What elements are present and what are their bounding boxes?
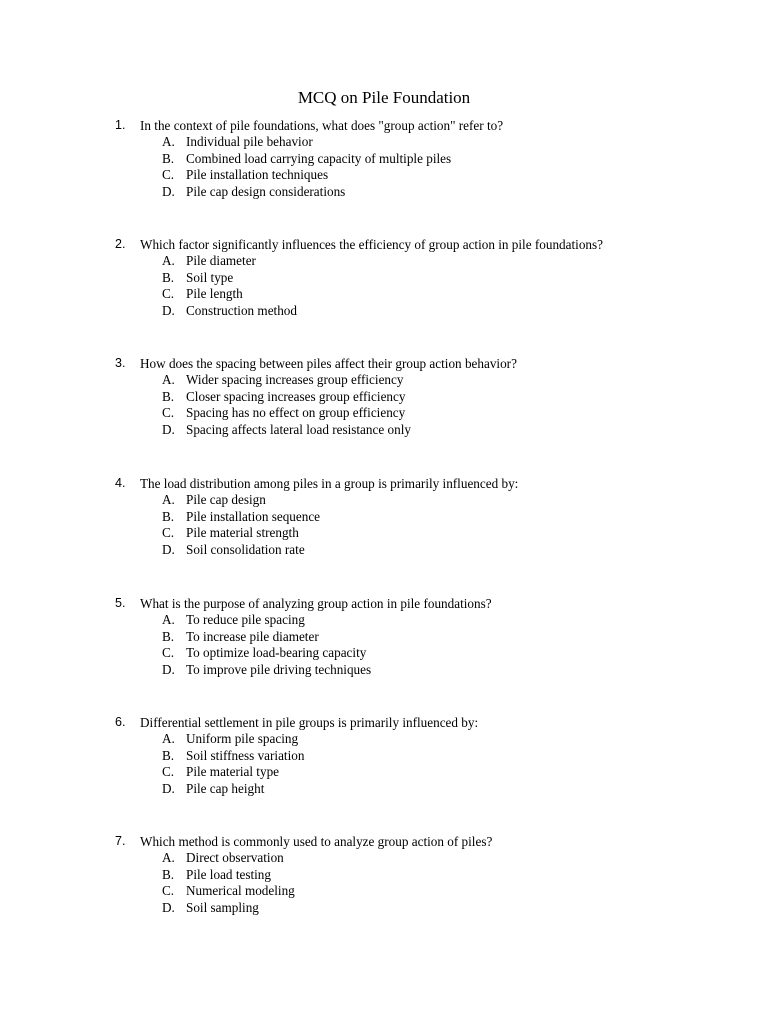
option-letter: A. [162, 253, 175, 268]
option-letter: D. [162, 184, 175, 200]
option-text: Soil consolidation rate [186, 542, 305, 558]
option-a [0, 612, 768, 629]
option-letter: C. [162, 764, 175, 780]
option-c [0, 883, 768, 900]
option-b [0, 270, 768, 287]
question-number: 1. [115, 118, 126, 132]
option-text: Pile cap design [186, 492, 266, 507]
option-b [0, 867, 768, 884]
option-letter: A. [162, 134, 175, 149]
option-letter: A. [162, 492, 175, 507]
question-7 [0, 833, 768, 917]
question-2 [0, 236, 768, 320]
option-c [0, 286, 768, 303]
question-3 [0, 355, 768, 439]
option-d [0, 184, 768, 201]
option-text: Pile cap design considerations [186, 184, 346, 200]
option-letter: C. [162, 405, 175, 421]
option-text: Pile length [186, 286, 243, 302]
question-stem [0, 595, 768, 612]
option-letter: C. [162, 525, 175, 541]
option-letter: D. [162, 781, 175, 797]
option-letter: B. [162, 747, 175, 763]
option-text: Soil stiffness variation [186, 747, 305, 763]
option-text: Construction method [186, 303, 297, 319]
option-d [0, 542, 768, 559]
option-d [0, 303, 768, 320]
question-number: 4. [115, 476, 126, 490]
option-text: Pile installation sequence [186, 508, 321, 524]
option-a [0, 492, 768, 509]
question-stem [0, 355, 768, 372]
page-title: MCQ on Pile Foundation [297, 88, 471, 107]
option-text: To optimize load-bearing capacity [186, 645, 367, 661]
question-stem [0, 236, 768, 253]
option-c [0, 764, 768, 781]
option-text: Pile diameter [186, 253, 256, 268]
option-text: Pile material type [186, 764, 280, 780]
option-letter: B. [162, 628, 175, 644]
question-4 [0, 475, 768, 559]
option-a [0, 134, 768, 151]
option-letter: C. [162, 883, 175, 899]
question-text: What is the purpose of analyzing group action in pile foundations? [140, 596, 492, 611]
option-text: Closer spacing increases group efficiency [186, 388, 406, 404]
option-b [0, 389, 768, 406]
question-6 [0, 714, 768, 798]
option-letter: A. [162, 372, 175, 387]
option-letter: D. [162, 303, 175, 319]
option-text: Soil type [186, 269, 234, 285]
option-letter: C. [162, 645, 175, 661]
option-a [0, 372, 768, 389]
option-letter: A. [162, 850, 175, 865]
option-c [0, 645, 768, 662]
question-1 [0, 117, 768, 201]
option-d [0, 422, 768, 439]
option-b [0, 509, 768, 526]
option-letter: B. [162, 866, 175, 882]
option-letter: C. [162, 167, 175, 183]
option-letter: B. [162, 269, 175, 285]
option-d [0, 781, 768, 798]
question-stem [0, 475, 768, 492]
question-number: 3. [115, 356, 126, 370]
question-5 [0, 595, 768, 679]
option-a [0, 850, 768, 867]
option-letter: B. [162, 150, 175, 166]
option-text: Pile load testing [186, 866, 271, 882]
option-letter: D. [162, 422, 175, 438]
option-text: Numerical modeling [186, 883, 295, 899]
question-stem [0, 117, 768, 134]
option-d [0, 662, 768, 679]
option-b [0, 748, 768, 765]
option-text: Wider spacing increases group efficiency [186, 372, 404, 387]
option-text: To increase pile diameter [186, 628, 319, 644]
option-text: Direct observation [186, 850, 284, 865]
question-number: 6. [115, 715, 126, 729]
option-text: Pile installation techniques [186, 167, 329, 183]
question-number: 2. [115, 237, 126, 251]
question-text: Which method is commonly used to analyze group action of piles? [140, 834, 493, 849]
option-text: Individual pile behavior [186, 134, 313, 149]
question-text: Which factor significantly influences the efficiency of group action in pile foundations? [140, 237, 603, 252]
option-text: Soil sampling [186, 900, 259, 916]
question-stem [0, 833, 768, 850]
option-letter: D. [162, 662, 175, 678]
option-text: To improve pile driving techniques [186, 662, 372, 678]
option-c [0, 167, 768, 184]
option-text: Spacing has no effect on group efficiency [186, 405, 406, 421]
option-text: Pile material strength [186, 525, 299, 541]
option-letter: A. [162, 731, 175, 746]
question-number: 7. [115, 834, 126, 848]
option-letter: B. [162, 508, 175, 524]
question-text: Differential settlement in pile groups is primarily influenced by: [140, 715, 479, 730]
option-letter: D. [162, 542, 175, 558]
question-number: 5. [115, 596, 126, 610]
option-b [0, 629, 768, 646]
option-text: Pile cap height [186, 781, 265, 797]
option-b [0, 151, 768, 168]
option-c [0, 525, 768, 542]
option-a [0, 731, 768, 748]
question-stem [0, 714, 768, 731]
question-text: How does the spacing between piles affect their group action behavior? [140, 356, 517, 371]
question-text: The load distribution among piles in a group is primarily influenced by: [140, 476, 519, 491]
option-c [0, 405, 768, 422]
option-text: Spacing affects lateral load resistance only [186, 422, 411, 438]
option-letter: D. [162, 900, 175, 916]
option-d [0, 900, 768, 917]
option-letter: A. [162, 612, 175, 627]
question-text: In the context of pile foundations, what does "group action" refer to? [140, 118, 504, 133]
option-a [0, 253, 768, 270]
option-letter: B. [162, 388, 175, 404]
option-text: Uniform pile spacing [186, 731, 299, 746]
option-text: Combined load carrying capacity of multiple piles [186, 150, 452, 166]
option-letter: C. [162, 286, 175, 302]
option-text: To reduce pile spacing [186, 612, 305, 627]
